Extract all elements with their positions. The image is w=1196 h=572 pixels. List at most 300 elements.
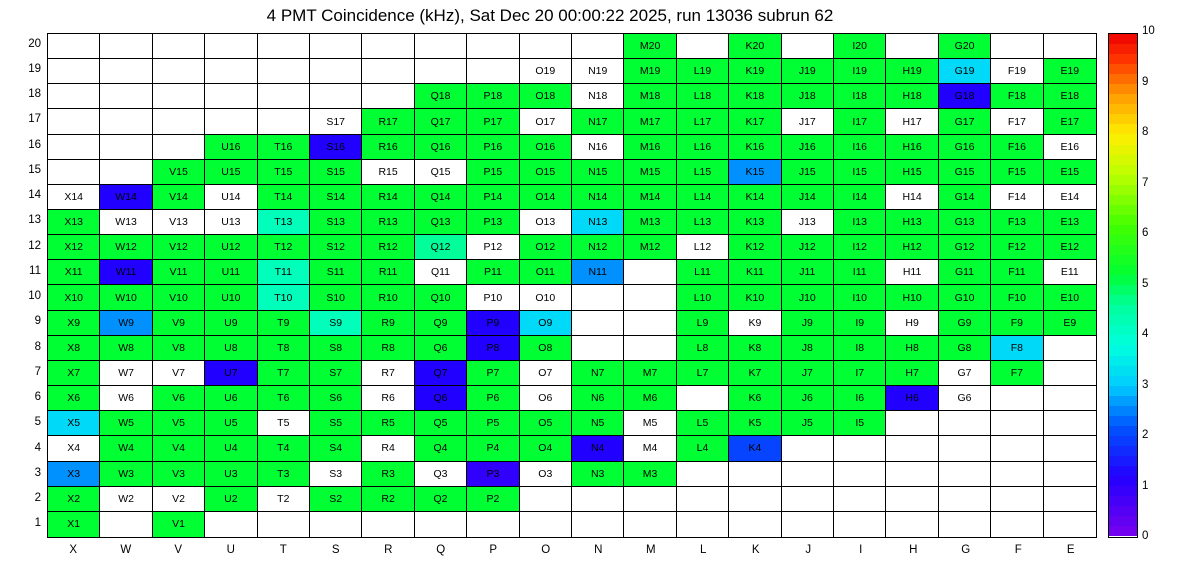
heatmap-cell-L14: [677, 185, 729, 210]
heatmap-cell-Q8: [415, 336, 467, 361]
cell-label: N13: [588, 215, 608, 228]
heatmap-cell-L9: [677, 311, 729, 336]
heatmap-cell-T5: [258, 411, 310, 436]
heatmap-cell-L8: [677, 336, 729, 361]
cell-label: T9: [277, 316, 290, 329]
heatmap-cell-P13: [467, 210, 519, 235]
cell-label: Q15: [430, 165, 451, 178]
heatmap-cell-G12: [939, 235, 991, 260]
cell-label: L9: [696, 316, 709, 329]
cell-label: K9: [748, 316, 762, 329]
heatmap-cell-H15: [886, 160, 938, 185]
heatmap-cell-M17: [624, 109, 676, 134]
heatmap-cell-U18: [205, 84, 257, 109]
heatmap-cell-U9: [205, 311, 257, 336]
heatmap-cell-J10: [782, 285, 834, 310]
heatmap-cell-X16: [48, 135, 100, 160]
cell-label: N6: [590, 391, 605, 404]
colorbar-segment: [1109, 506, 1137, 516]
cell-label: S12: [326, 241, 346, 254]
heatmap-cell-W2: [100, 487, 152, 512]
heatmap-cell-I2: [834, 487, 886, 512]
x-tick-U: U: [226, 544, 235, 556]
colorbar-segment: [1109, 84, 1137, 94]
cell-label: L17: [693, 115, 712, 128]
heatmap-cell-Q17: [415, 109, 467, 134]
heatmap-cell-I10: [834, 285, 886, 310]
heatmap-cell-W17: [100, 109, 152, 134]
heatmap-cell-J20: [782, 34, 834, 59]
cell-label: O10: [535, 291, 556, 304]
cell-label: J14: [798, 190, 816, 203]
heatmap-cell-U11: [205, 260, 257, 285]
cell-label: L15: [693, 165, 712, 178]
cell-label: I9: [855, 316, 865, 329]
colorbar-segment: [1109, 295, 1137, 305]
cell-label: G10: [954, 291, 975, 304]
heatmap-cell-E17: [1044, 109, 1096, 134]
heatmap-cell-P6: [467, 386, 519, 411]
x-tick-L: L: [700, 544, 707, 556]
cell-label: P15: [483, 165, 503, 178]
cell-label: Q9: [433, 316, 448, 329]
cell-label: I17: [852, 115, 867, 128]
colorbar-segment: [1109, 44, 1137, 54]
heatmap-cell-G8: [939, 336, 991, 361]
heatmap-cell-W6: [100, 386, 152, 411]
heatmap-cell-O20: [520, 34, 572, 59]
cell-label: U8: [224, 341, 238, 354]
heatmap-cell-W15: [100, 160, 152, 185]
heatmap-cell-F10: [991, 285, 1043, 310]
heatmap-cell-V1: [153, 512, 205, 537]
cell-label: I19: [852, 64, 867, 77]
heatmap-cell-M12: [624, 235, 676, 260]
cell-label: L19: [693, 64, 712, 77]
cell-label: H19: [902, 64, 922, 77]
heatmap-cell-S15: [310, 160, 362, 185]
cell-label: U10: [221, 291, 241, 304]
cell-label: S4: [329, 442, 343, 455]
heatmap-cell-S8: [310, 336, 362, 361]
heatmap-cell-I13: [834, 210, 886, 235]
cell-label: N5: [590, 417, 605, 430]
heatmap-cell-E2: [1044, 487, 1096, 512]
cell-label: W14: [115, 190, 137, 203]
cell-label: R7: [381, 366, 395, 379]
heatmap-cell-O17: [520, 109, 572, 134]
heatmap-cell-V9: [153, 311, 205, 336]
y-tick-12: 12: [28, 239, 41, 252]
heatmap-cell-F11: [991, 260, 1043, 285]
heatmap-cell-V17: [153, 109, 205, 134]
heatmap-cell-T2: [258, 487, 310, 512]
heatmap-cell-P9: [467, 311, 519, 336]
heatmap-cell-H18: [886, 84, 938, 109]
heatmap-cell-W19: [100, 59, 152, 84]
cell-label: V11: [169, 266, 188, 279]
colorbar-segment: [1109, 516, 1137, 526]
y-tick-8: 8: [34, 340, 41, 353]
y-tick-16: 16: [28, 138, 41, 151]
heatmap-cell-H17: [886, 109, 938, 134]
cell-label: O7: [538, 366, 553, 379]
cell-label: J7: [801, 366, 813, 379]
heatmap-cell-P4: [467, 436, 519, 461]
colorbar-segment: [1109, 245, 1137, 255]
cell-label: O8: [538, 341, 553, 354]
cell-label: G20: [954, 39, 975, 52]
heatmap-cell-F3: [991, 462, 1043, 487]
colorbar-segment: [1109, 446, 1137, 456]
cell-label: G7: [957, 366, 972, 379]
cell-label: N16: [588, 140, 608, 153]
cell-label: U14: [221, 190, 241, 203]
heatmap-cell-N20: [572, 34, 624, 59]
cell-label: N3: [590, 467, 605, 480]
heatmap-cell-F8: [991, 336, 1043, 361]
cell-label: H15: [902, 165, 922, 178]
heatmap-cell-Q19: [415, 59, 467, 84]
heatmap-cell-X18: [48, 84, 100, 109]
cell-label: P4: [486, 442, 500, 455]
heatmap-cell-S13: [310, 210, 362, 235]
heatmap-cell-T16: [258, 135, 310, 160]
heatmap-cell-X12: [48, 235, 100, 260]
y-tick-13: 13: [28, 214, 41, 227]
cell-label: F8: [1010, 341, 1024, 354]
cell-label: G6: [957, 391, 972, 404]
heatmap-cell-G15: [939, 160, 991, 185]
cell-label: U11: [221, 266, 241, 279]
colorbar-segment: [1109, 235, 1137, 245]
cell-label: O3: [538, 467, 553, 480]
heatmap-cell-E18: [1044, 84, 1096, 109]
heatmap-cell-N14: [572, 185, 624, 210]
heatmap-cell-S20: [310, 34, 362, 59]
x-tick-N: N: [594, 544, 603, 556]
heatmap-cell-U5: [205, 411, 257, 436]
heatmap-cell-F15: [991, 160, 1043, 185]
heatmap-cell-E15: [1044, 160, 1096, 185]
heatmap-cell-L17: [677, 109, 729, 134]
heatmap-cell-H6: [886, 386, 938, 411]
cell-label: P17: [483, 115, 503, 128]
heatmap-cell-M20: [624, 34, 676, 59]
cell-label: H13: [902, 215, 922, 228]
heatmap-cell-X15: [48, 160, 100, 185]
heatmap-cell-U8: [205, 336, 257, 361]
heatmap-cell-N18: [572, 84, 624, 109]
heatmap-cell-T17: [258, 109, 310, 134]
cell-label: P9: [486, 316, 500, 329]
cell-label: F9: [1010, 316, 1024, 329]
cell-label: J6: [801, 391, 813, 404]
cell-label: J9: [801, 316, 813, 329]
cell-label: H14: [902, 190, 922, 203]
cell-label: V7: [172, 366, 185, 379]
heatmap-cell-W13: [100, 210, 152, 235]
cell-label: Q13: [430, 215, 451, 228]
cell-label: X5: [67, 417, 81, 430]
heatmap-cell-Q3: [415, 462, 467, 487]
heatmap-cell-F17: [991, 109, 1043, 134]
colorbar-segment: [1109, 185, 1137, 195]
heatmap-cell-O11: [520, 260, 572, 285]
heatmap-cell-I7: [834, 361, 886, 386]
heatmap-cell-V3: [153, 462, 205, 487]
colorbar-tick-2: 2: [1142, 429, 1149, 441]
heatmap-grid: [48, 34, 1096, 537]
heatmap-cell-T20: [258, 34, 310, 59]
cell-label: F13: [1007, 215, 1026, 228]
colorbar-segment: [1109, 315, 1137, 325]
heatmap-cell-N15: [572, 160, 624, 185]
x-tick-K: K: [751, 544, 760, 556]
heatmap-cell-N17: [572, 109, 624, 134]
cell-label: E11: [1060, 266, 1079, 279]
heatmap-cell-I15: [834, 160, 886, 185]
heatmap-cell-L13: [677, 210, 729, 235]
heatmap-cell-T13: [258, 210, 310, 235]
heatmap-cell-W11: [100, 260, 152, 285]
heatmap-cell-K12: [729, 235, 781, 260]
colorbar-tick-1: 1: [1142, 479, 1149, 492]
heatmap-cell-Q7: [415, 361, 467, 386]
cell-label: O6: [538, 391, 553, 404]
colorbar-segment: [1109, 305, 1137, 315]
heatmap-cell-G19: [939, 59, 991, 84]
heatmap-cell-X4: [48, 436, 100, 461]
heatmap-cell-E10: [1044, 285, 1096, 310]
cell-label: R13: [378, 215, 398, 228]
heatmap-cell-L10: [677, 285, 729, 310]
cell-label: L18: [693, 90, 712, 103]
cell-label: O14: [535, 190, 556, 203]
heatmap-cell-T11: [258, 260, 310, 285]
cell-label: M14: [639, 190, 661, 203]
heatmap-cell-N16: [572, 135, 624, 160]
heatmap-cell-N9: [572, 311, 624, 336]
cell-label: H18: [902, 90, 922, 103]
heatmap-cell-M6: [624, 386, 676, 411]
cell-label: I6: [855, 391, 865, 404]
cell-label: F12: [1007, 241, 1026, 254]
cell-label: R3: [381, 467, 395, 480]
cell-label: E12: [1060, 241, 1080, 254]
heatmap-cell-G5: [939, 411, 991, 436]
heatmap-cell-N10: [572, 285, 624, 310]
cell-label: Q7: [433, 366, 448, 379]
cell-label: X4: [67, 442, 81, 455]
heatmap-cell-H9: [886, 311, 938, 336]
colorbar-segment: [1109, 376, 1137, 386]
heatmap-cell-T4: [258, 436, 310, 461]
heatmap-cell-U16: [205, 135, 257, 160]
colorbar-segment: [1109, 486, 1137, 496]
cell-label: K8: [748, 341, 762, 354]
heatmap-cell-W7: [100, 361, 152, 386]
heatmap-cell-O2: [520, 487, 572, 512]
cell-label: N17: [588, 115, 608, 128]
heatmap-cell-V18: [153, 84, 205, 109]
heatmap-cell-M15: [624, 160, 676, 185]
colorbar-segment: [1109, 436, 1137, 446]
heatmap-cell-H3: [886, 462, 938, 487]
heatmap-cell-S14: [310, 185, 362, 210]
cell-label: I5: [855, 417, 865, 430]
cell-label: P7: [486, 366, 500, 379]
colorbar-segment: [1109, 74, 1137, 84]
cell-label: P8: [486, 341, 500, 354]
colorbar-tick-9: 9: [1142, 75, 1149, 88]
cell-label: K12: [745, 241, 765, 254]
colorbar-segment: [1109, 476, 1137, 486]
cell-label: J17: [798, 115, 816, 128]
heatmap-cell-F18: [991, 84, 1043, 109]
heatmap-cell-P20: [467, 34, 519, 59]
cell-label: N4: [590, 442, 605, 455]
heatmap-cell-I18: [834, 84, 886, 109]
heatmap-cell-J3: [782, 462, 834, 487]
heatmap-cell-P2: [467, 487, 519, 512]
heatmap-cell-P19: [467, 59, 519, 84]
heatmap-cell-N19: [572, 59, 624, 84]
heatmap-cell-U19: [205, 59, 257, 84]
heatmap-cell-G20: [939, 34, 991, 59]
y-tick-15: 15: [28, 163, 41, 176]
cell-label: K17: [745, 115, 765, 128]
cell-label: T10: [274, 291, 293, 304]
heatmap-cell-L16: [677, 135, 729, 160]
heatmap-cell-R16: [362, 135, 414, 160]
heatmap-cell-P7: [467, 361, 519, 386]
cell-label: X11: [64, 266, 83, 279]
heatmap-cell-L11: [677, 260, 729, 285]
heatmap-cell-I3: [834, 462, 886, 487]
heatmap-cell-W4: [100, 436, 152, 461]
heatmap-cell-J9: [782, 311, 834, 336]
heatmap-cell-T18: [258, 84, 310, 109]
cell-label: X2: [67, 492, 81, 505]
colorbar-segment: [1109, 526, 1137, 536]
cell-label: R12: [378, 241, 398, 254]
cell-label: M5: [642, 417, 658, 430]
cell-label: J11: [799, 266, 816, 279]
colorbar-tick-3: 3: [1142, 378, 1149, 391]
heatmap-cell-S10: [310, 285, 362, 310]
cell-label: S13: [326, 215, 346, 228]
cell-label: R8: [381, 341, 395, 354]
cell-label: R15: [378, 165, 398, 178]
heatmap-cell-U3: [205, 462, 257, 487]
colorbar-tick-10: 10: [1142, 25, 1155, 37]
cell-label: L13: [693, 215, 712, 228]
heatmap-cell-V13: [153, 210, 205, 235]
colorbar-segment: [1109, 124, 1137, 134]
cell-label: I11: [852, 266, 867, 279]
heatmap-cell-V10: [153, 285, 205, 310]
cell-label: K18: [745, 90, 765, 103]
heatmap-cell-J4: [782, 436, 834, 461]
cell-label: Q5: [433, 417, 448, 430]
heatmap-cell-J11: [782, 260, 834, 285]
heatmap-cell-F19: [991, 59, 1043, 84]
cell-label: K6: [748, 391, 762, 404]
cell-label: S5: [329, 417, 343, 430]
y-tick-7: 7: [34, 365, 41, 378]
heatmap-cell-S4: [310, 436, 362, 461]
cell-label: I10: [852, 291, 867, 304]
cell-label: I15: [852, 165, 867, 178]
heatmap-cell-K17: [729, 109, 781, 134]
cell-label: W13: [115, 215, 137, 228]
cell-label: O17: [535, 115, 556, 128]
cell-label: M15: [639, 165, 661, 178]
cell-label: Q6: [433, 341, 448, 354]
y-tick-14: 14: [28, 189, 41, 202]
heatmap-cell-K6: [729, 386, 781, 411]
heatmap-cell-I14: [834, 185, 886, 210]
cell-label: L16: [693, 140, 712, 153]
heatmap-cell-J8: [782, 336, 834, 361]
cell-label: U13: [221, 215, 241, 228]
heatmap-cell-O19: [520, 59, 572, 84]
cell-label: G13: [954, 215, 975, 228]
heatmap-cell-O18: [520, 84, 572, 109]
heatmap-cell-K11: [729, 260, 781, 285]
x-tick-H: H: [909, 544, 918, 556]
colorbar-segment: [1109, 104, 1137, 114]
heatmap-cell-Q1: [415, 512, 467, 537]
heatmap-cell-V6: [153, 386, 205, 411]
heatmap-cell-O16: [520, 135, 572, 160]
heatmap-cell-E11: [1044, 260, 1096, 285]
cell-label: R14: [378, 190, 398, 203]
heatmap-cell-U14: [205, 185, 257, 210]
heatmap-cell-V2: [153, 487, 205, 512]
x-tick-S: S: [331, 544, 340, 556]
cell-label: P13: [483, 215, 503, 228]
heatmap-cell-H20: [886, 34, 938, 59]
cell-label: N18: [588, 90, 608, 103]
cell-label: F15: [1007, 165, 1026, 178]
cell-label: N19: [588, 64, 608, 77]
heatmap-cell-K8: [729, 336, 781, 361]
heatmap-cell-E12: [1044, 235, 1096, 260]
heatmap-cell-M7: [624, 361, 676, 386]
heatmap-cell-Q6: [415, 386, 467, 411]
heatmap-cell-U1: [205, 512, 257, 537]
heatmap-cell-U7: [205, 361, 257, 386]
heatmap-cell-J6: [782, 386, 834, 411]
heatmap-cell-K7: [729, 361, 781, 386]
heatmap-cell-H7: [886, 361, 938, 386]
heatmap-cell-P14: [467, 185, 519, 210]
heatmap-cell-H5: [886, 411, 938, 436]
colorbar-segment: [1109, 345, 1137, 355]
heatmap-cell-G6: [939, 386, 991, 411]
heatmap-cell-F4: [991, 436, 1043, 461]
cell-label: O18: [535, 90, 556, 103]
cell-label: K13: [745, 215, 765, 228]
heatmap-cell-S9: [310, 311, 362, 336]
cell-label: V12: [169, 241, 188, 254]
y-tick-18: 18: [28, 88, 41, 101]
heatmap-cell-X2: [48, 487, 100, 512]
heatmap-cell-U4: [205, 436, 257, 461]
heatmap-cell-F7: [991, 361, 1043, 386]
